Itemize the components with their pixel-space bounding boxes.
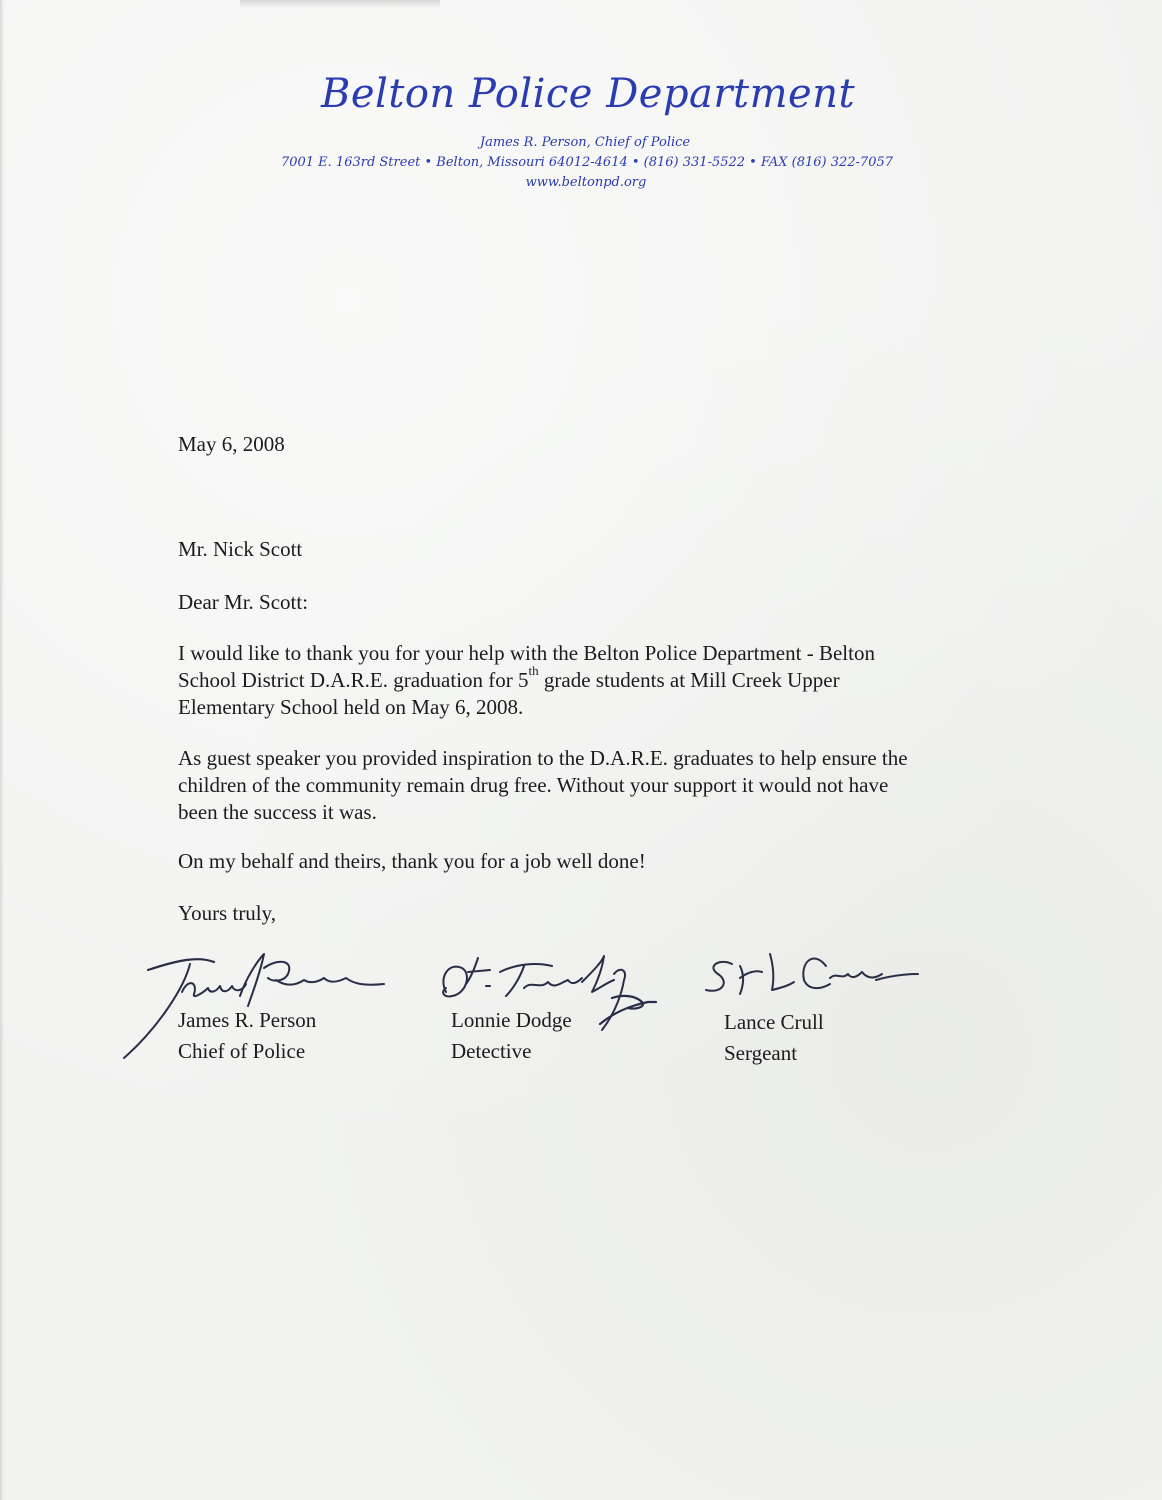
paragraph-line: children of the community remain drug free. Without your support it would not have (178, 773, 889, 797)
ordinal-superscript: th (528, 663, 539, 678)
paragraph-guest-speaker (178, 745, 908, 826)
paragraph-line: been the success it was. (178, 800, 377, 824)
signatory-title: Chief of Police (178, 1039, 306, 1063)
recipient-name: Mr. Nick Scott (178, 537, 303, 561)
department-name: Belton Police Department (320, 71, 856, 117)
salutation: Dear Mr. Scott: (178, 590, 309, 614)
text-run: School District D.A.R.E. graduation for 5 (178, 668, 529, 692)
text-run: grade students at Mill Creek Upper (538, 668, 840, 692)
contact-address-line: 7001 E. 163rd Street • Belton, Missouri 64012-4614 • (816) 331-5522 • FAX (816) 322-7057 (280, 155, 894, 170)
signatory-name: James R. Person (178, 1008, 317, 1032)
paragraph-thanks (178, 640, 875, 721)
signatory-name: Lance Crull (724, 1010, 824, 1034)
signatory-block (451, 1005, 572, 1067)
paragraph-line: As guest speaker you provided inspiration to the D.A.R.E. graduates to help ensure the (178, 746, 908, 770)
signatory-title: Detective (451, 1039, 532, 1063)
paragraph-closing-thanks: On my behalf and theirs, thank you for a job well done! (178, 849, 646, 873)
scan-edge-shadow (0, 0, 4, 1500)
website-line: www.beltonpd.org (525, 175, 647, 190)
complimentary-close: Yours truly, (178, 901, 277, 925)
scan-smudge (240, 0, 440, 8)
letter-date: May 6, 2008 (178, 432, 285, 456)
signatory-block (724, 1007, 824, 1069)
signatory-name: Lonnie Dodge (451, 1008, 572, 1032)
paragraph-line: I would like to thank you for your help with the Belton Police Department - Belton (178, 641, 875, 665)
signatory-title: Sergeant (724, 1041, 798, 1065)
signatory-block (178, 1005, 316, 1067)
paragraph-line (178, 663, 875, 694)
chief-of-police-line: James R. Person, Chief of Police (479, 135, 691, 150)
letterhead (0, 66, 1162, 192)
paragraph-line: Elementary School held on May 6, 2008. (178, 695, 524, 719)
